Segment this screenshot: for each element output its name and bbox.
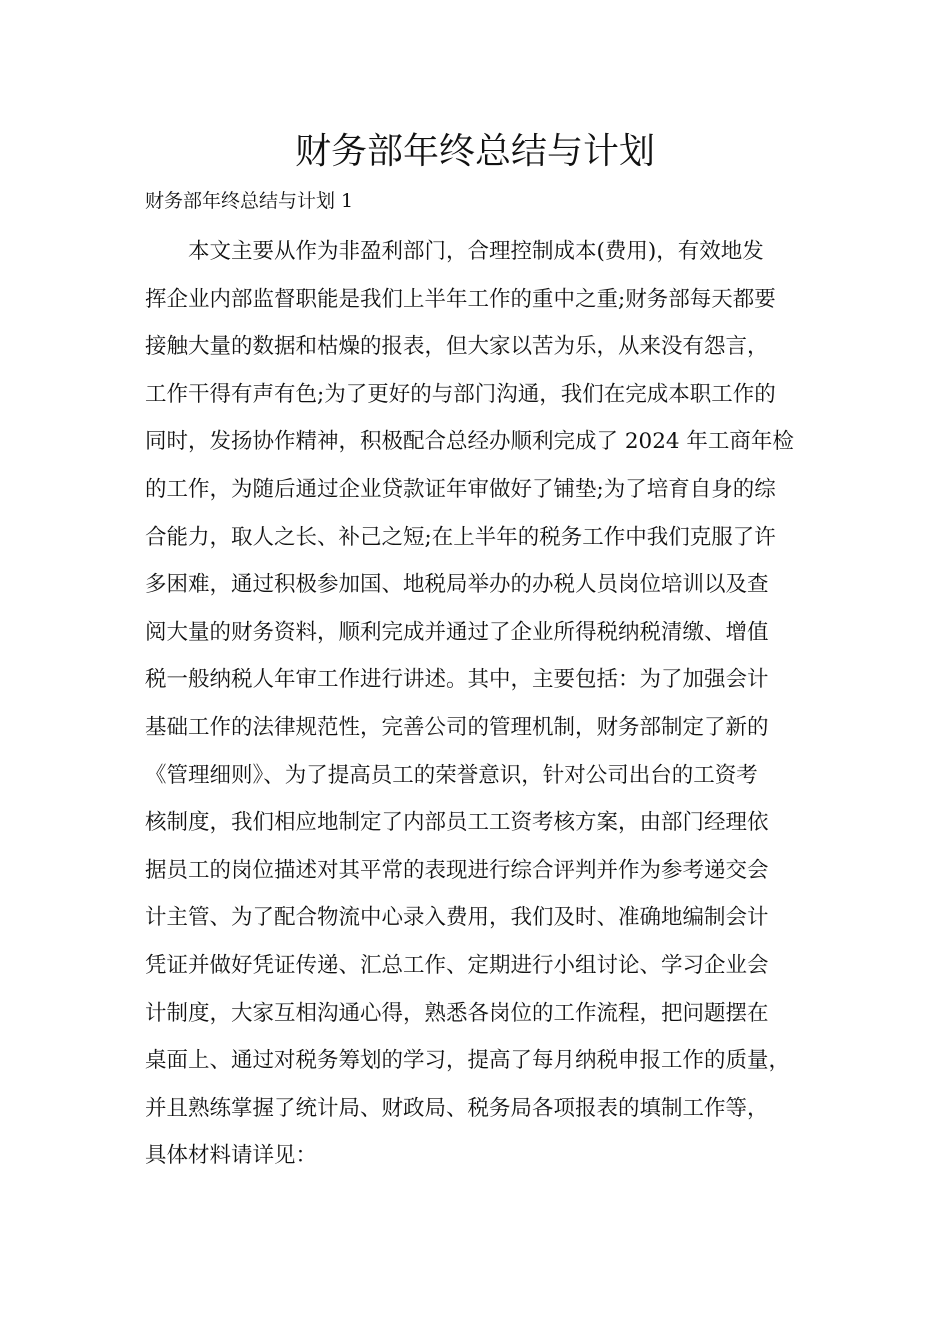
paragraph-line: 并且熟练掌握了统计局、财政局、税务局各项报表的填制工作等， xyxy=(145,1095,769,1121)
paragraph-line: 同时，发扬协作精神，积极配合总经办顺利完成了 2024 年工商年检 xyxy=(145,429,794,455)
paragraph-line: 接触大量的数据和枯燥的报表，但大家以苦为乐，从来没有怨言， xyxy=(145,334,769,360)
paragraph-line: 的工作，为随后通过企业贷款证年审做好了铺垫;为了培育自身的综 xyxy=(145,476,776,502)
document-subtitle: 财务部年终总结与计划 1 xyxy=(145,190,354,212)
paragraph-line: 《管理细则》、为了提高员工的荣誉意识，针对公司出台的工资考 xyxy=(145,762,758,788)
paragraph-line: 多困难，通过积极参加国、地税局举办的办税人员岗位培训以及查 xyxy=(145,572,769,598)
paragraph-line: 阅大量的财务资料，顺利完成并通过了企业所得税纳税清缴、增值 xyxy=(145,619,769,645)
paragraph-line: 计主管、为了配合物流中心录入费用，我们及时、准确地编制会计 xyxy=(145,905,769,931)
paragraph-line: 挥企业内部监督职能是我们上半年工作的重中之重;财务部每天都要 xyxy=(145,286,776,312)
paragraph-line: 凭证并做好凭证传递、汇总工作、定期进行小组讨论、学习企业会 xyxy=(145,952,769,978)
paragraph-line: 税一般纳税人年审工作进行讲述。其中，主要包括：为了加强会计 xyxy=(145,667,769,693)
paragraph-line: 具体材料请详见： xyxy=(145,1143,318,1169)
document-body xyxy=(145,237,825,1189)
paragraph-line: 本文主要从作为非盈利部门，合理控制成本(费用)，有效地发 xyxy=(188,239,764,264)
document-title: 财务部年终总结与计划 xyxy=(294,131,655,172)
paragraph-line: 核制度，我们相应地制定了内部员工工资考核方案，由部门经理依 xyxy=(145,810,769,836)
paragraph-line: 合能力，取人之长、补己之短;在上半年的税务工作中我们克服了许 xyxy=(145,524,776,550)
paragraph-line: 基础工作的法律规范性，完善公司的管理机制，财务部制定了新的 xyxy=(145,714,769,740)
paragraph-line: 计制度，大家互相沟通心得，熟悉各岗位的工作流程，把问题摆在 xyxy=(145,1000,769,1026)
paragraph-line: 据员工的岗位描述对其平常的表现进行综合评判并作为参考递交会 xyxy=(145,857,769,883)
paragraph-line: 工作干得有声有色;为了更好的与部门沟通，我们在完成本职工作的 xyxy=(145,381,776,407)
paragraph-line: 桌面上、通过对税务筹划的学习，提高了每月纳税申报工作的质量， xyxy=(145,1048,791,1074)
